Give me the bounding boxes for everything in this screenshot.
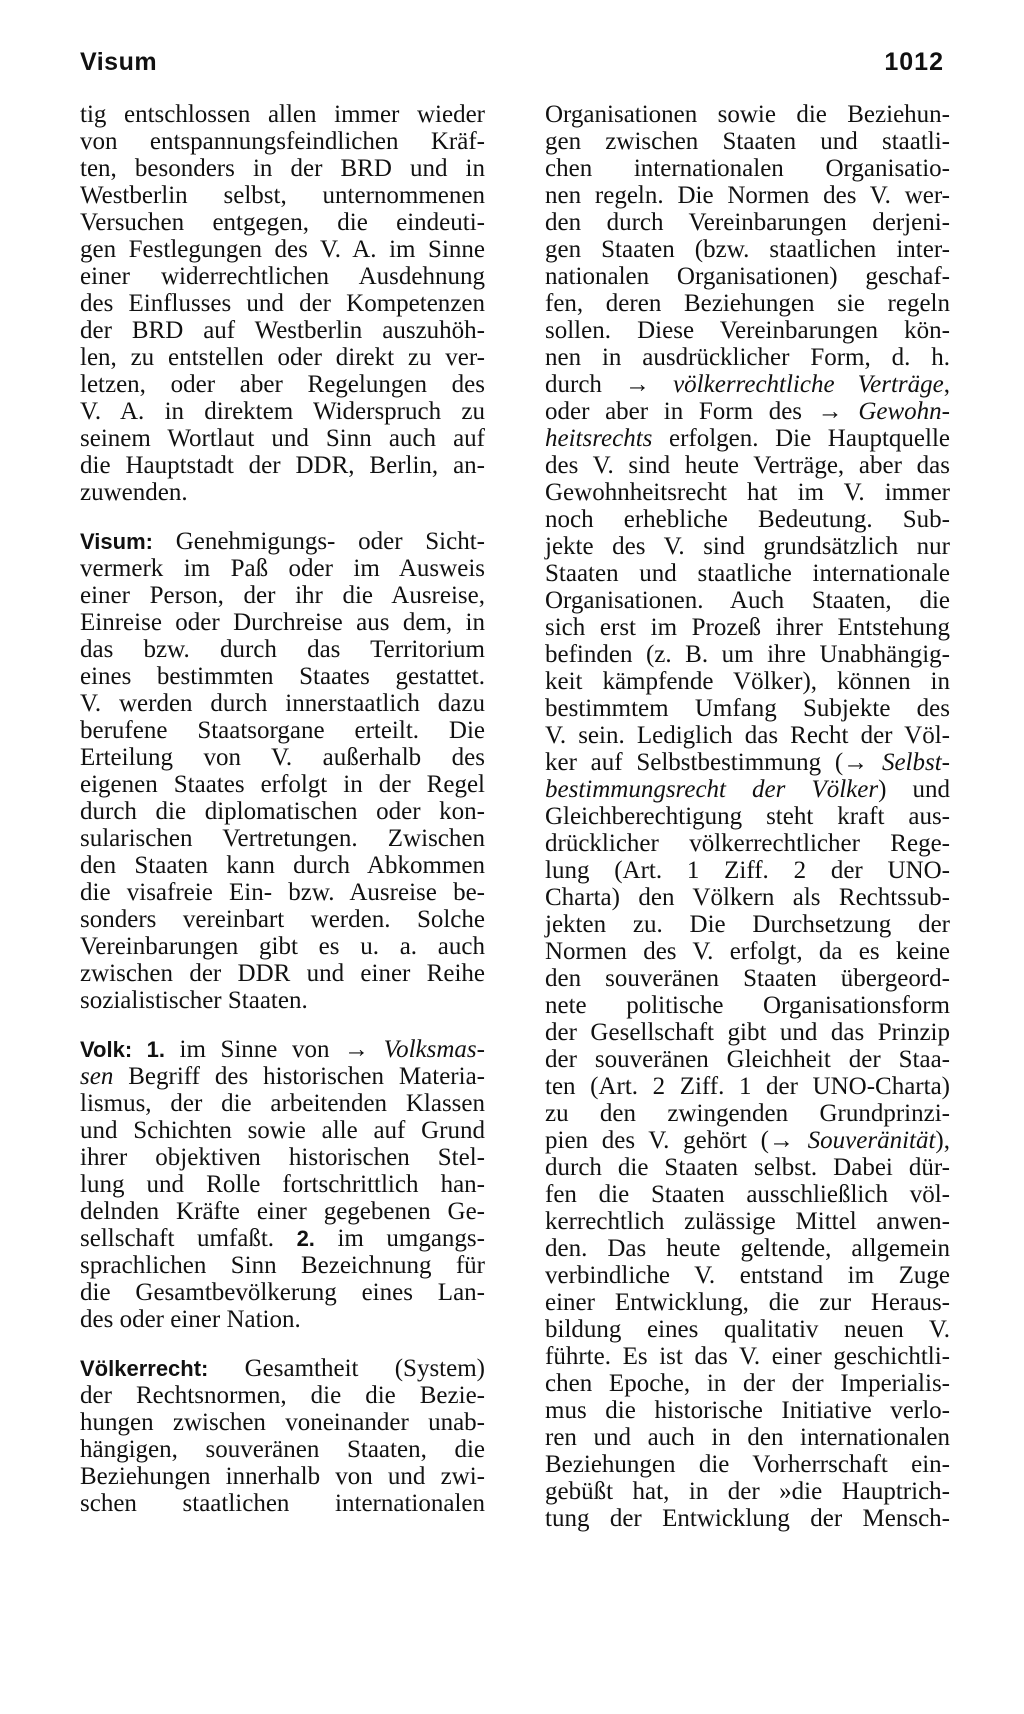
text-line: Erteilung von V. außerhalb des bbox=[80, 744, 485, 771]
entry-term: Visum: bbox=[80, 529, 153, 554]
text-line: verbindliche V. entstand im Zuge bbox=[545, 1262, 950, 1289]
text-line: tig entschlossen allen immer wieder bbox=[80, 101, 485, 128]
text-line: Westberlin selbst, unternommenen bbox=[80, 182, 485, 209]
text-line: zuwenden. bbox=[80, 479, 188, 506]
page-number: 1012 bbox=[884, 48, 944, 76]
text-line: der BRD auf Westberlin auszuhöh- bbox=[80, 317, 485, 344]
text-fragment: Gesamtheit (System) bbox=[208, 1355, 485, 1382]
text-line: bildung eines qualitativ neuen V. bbox=[545, 1316, 950, 1343]
text-line: ihrer objektiven historischen Stel- bbox=[80, 1144, 485, 1171]
text-line: das bzw. durch das Territorium bbox=[80, 636, 485, 663]
text-line: kerrechtlich zulässige Mittel anwen- bbox=[545, 1208, 950, 1235]
text-line: gebüßt hat, in der »die Hauptrich- bbox=[545, 1478, 950, 1505]
text-line: delnden Kräfte einer gegebenen Ge- bbox=[80, 1198, 485, 1225]
text-line: nen in ausdrücklicher Form, d. h. bbox=[545, 344, 950, 371]
text-line: der souveränen Gleichheit der Staa- bbox=[545, 1046, 950, 1073]
text-line: sollen. Diese Vereinbarungen kön- bbox=[545, 317, 950, 344]
text-line: durch die diplomatischen oder kon- bbox=[80, 798, 485, 825]
text-fragment: im Sinne von → bbox=[164, 1036, 384, 1063]
text-line: Charta) den Völkern als Rechtssub- bbox=[545, 884, 950, 911]
sense-number: 1. bbox=[132, 1037, 165, 1062]
text-line: durch die Staaten selbst. Dabei dür- bbox=[545, 1154, 950, 1181]
text-line: sprachlichen Sinn Bezeichnung für bbox=[80, 1252, 485, 1279]
cross-reference-link[interactable]: bestimmungsrecht der Völker bbox=[545, 776, 879, 803]
text-line: der Rechtsnormen, die die Bezie- bbox=[80, 1382, 485, 1409]
cross-reference-link[interactable]: sen bbox=[80, 1063, 114, 1090]
cross-reference-link[interactable]: Souveränität bbox=[807, 1127, 936, 1154]
text-line: Organisationen. Auch Staaten, die bbox=[545, 587, 950, 614]
text-line: die Hauptstadt der DDR, Berlin, an- bbox=[80, 452, 485, 479]
text-line bbox=[80, 1355, 485, 1382]
text-line: einer widerrechtlichen Ausdehnung bbox=[80, 263, 485, 290]
cross-reference-link[interactable]: Selbst- bbox=[881, 749, 950, 776]
text-line: mus die historische Initiative verlo- bbox=[545, 1397, 950, 1424]
text-line: fen, deren Beziehungen sie regeln bbox=[545, 290, 950, 317]
text-line: schen staatlichen internationalen bbox=[80, 1490, 485, 1517]
text-line: gen Staaten (bzw. staatlichen inter- bbox=[545, 236, 950, 263]
text-fragment: ) und bbox=[878, 776, 950, 803]
left-column bbox=[80, 101, 485, 1517]
text-fragment: pien des V. gehört (→ bbox=[545, 1127, 808, 1154]
text-line: fen die Staaten ausschließlich völ- bbox=[545, 1181, 950, 1208]
text-line: berufene Staatsorgane erteilt. Die bbox=[80, 717, 485, 744]
text-fragment: durch → bbox=[545, 371, 674, 398]
text-line bbox=[80, 1063, 485, 1090]
text-line: jekte des V. sind grundsätzlich nur bbox=[545, 533, 950, 560]
text-line: ten (Art. 2 Ziff. 1 der UNO-Charta) bbox=[545, 1073, 950, 1100]
text-line: und Schichten sowie alle auf Grund bbox=[80, 1117, 485, 1144]
text-line bbox=[80, 528, 485, 555]
text-line: zwischen der DDR und einer Reihe bbox=[80, 960, 485, 987]
text-line: chen Epoche, in der der Imperialis- bbox=[545, 1370, 950, 1397]
text-fragment: Genehmigungs- oder Sicht- bbox=[152, 528, 485, 555]
text-line bbox=[545, 749, 950, 776]
text-line: V. sein. Lediglich das Recht der Völ- bbox=[545, 722, 950, 749]
text-line: einer Person, der ihr die Ausreise, bbox=[80, 582, 485, 609]
cross-reference-link[interactable]: völkerrechtliche Verträge bbox=[673, 371, 944, 398]
text-line: tung der Entwicklung der Mensch- bbox=[545, 1505, 950, 1532]
text-line: letzen, oder aber Regelungen des bbox=[80, 371, 485, 398]
text-line bbox=[545, 425, 950, 452]
text-line bbox=[545, 371, 950, 398]
text-line: Normen des V. erfolgt, da es keine bbox=[545, 938, 950, 965]
text-line: sularischen Vertretungen. Zwischen bbox=[80, 825, 485, 852]
text-line bbox=[545, 776, 950, 803]
text-line: len, zu entstellen oder direkt zu ver- bbox=[80, 344, 485, 371]
text-line: die visafreie Ein- bzw. Ausreise be- bbox=[80, 879, 485, 906]
entry-voelkerrecht bbox=[80, 1355, 485, 1517]
text-fragment: oder aber in Form des → bbox=[545, 398, 859, 425]
text-line: der Gesellschaft gibt und das Prinzip bbox=[545, 1019, 950, 1046]
text-line: Beziehungen die Vorherrschaft ein- bbox=[545, 1451, 950, 1478]
text-line: Versuchen entgegen, die eindeuti- bbox=[80, 209, 485, 236]
text-line: Organisationen sowie die Beziehun- bbox=[545, 101, 950, 128]
text-fragment: ), bbox=[935, 1127, 950, 1154]
continued-entry bbox=[80, 101, 485, 506]
text-line: sonders vereinbart werden. Solche bbox=[80, 906, 485, 933]
text-line: des Einflusses und der Kompetenzen bbox=[80, 290, 485, 317]
text-line: noch erhebliche Bedeutung. Sub- bbox=[545, 506, 950, 533]
text-line: führte. Es ist das V. einer geschichtli- bbox=[545, 1343, 950, 1370]
entry-term: Volk: bbox=[80, 1037, 133, 1062]
text-fragment: sellschaft umfaßt. bbox=[80, 1225, 297, 1252]
text-line: des V. sind heute Verträge, aber das bbox=[545, 452, 950, 479]
text-line: Vereinbarungen gibt es u. a. auch bbox=[80, 933, 485, 960]
text-line: zu den zwingenden Grundprinzi- bbox=[545, 1100, 950, 1127]
text-line: lismus, der die arbeitenden Klassen bbox=[80, 1090, 485, 1117]
text-fragment: ker auf Selbstbestimmung (→ bbox=[545, 749, 882, 776]
running-headword: Visum bbox=[80, 48, 158, 76]
cross-reference-link[interactable]: Volksmas- bbox=[383, 1036, 485, 1063]
text-line: lung (Art. 1 Ziff. 2 der UNO- bbox=[545, 857, 950, 884]
text-fragment: , bbox=[943, 371, 950, 398]
text-fragment: erfolgen. Die Hauptquelle bbox=[652, 425, 950, 452]
text-line: Gewohnheitsrecht hat im V. immer bbox=[545, 479, 950, 506]
text-line: eigenen Staates erfolgt in der Regel bbox=[80, 771, 485, 798]
text-fragment: im umgangs- bbox=[314, 1225, 485, 1252]
text-line: Beziehungen innerhalb von und zwi- bbox=[80, 1463, 485, 1490]
text-line: chen internationalen Organisatio- bbox=[545, 155, 950, 182]
text-line: nationalen Organisationen) geschaf- bbox=[545, 263, 950, 290]
text-line: Staaten und staatliche internationale bbox=[545, 560, 950, 587]
entry-volk bbox=[80, 1036, 485, 1333]
right-column bbox=[545, 101, 950, 1532]
page-header bbox=[80, 48, 944, 88]
text-line: befinden (z. B. um ihre Unabhängig- bbox=[545, 641, 950, 668]
text-line: vermerk im Paß oder im Ausweis bbox=[80, 555, 485, 582]
text-line: die Gesamtbevölkerung eines Lan- bbox=[80, 1279, 485, 1306]
entry-visum bbox=[80, 528, 485, 1014]
text-line: sozialistischer Staaten. bbox=[80, 987, 308, 1014]
text-line: den souveränen Staaten übergeord- bbox=[545, 965, 950, 992]
text-line: seinem Wortlaut und Sinn auch auf bbox=[80, 425, 485, 452]
text-line bbox=[80, 1225, 485, 1252]
text-line: keit kämpfende Völker), können in bbox=[545, 668, 950, 695]
cross-reference-link[interactable]: Gewohn- bbox=[858, 398, 950, 425]
text-line: Einreise oder Durchreise aus dem, in bbox=[80, 609, 485, 636]
text-line: von entspannungsfeindlichen Kräf- bbox=[80, 128, 485, 155]
text-line: lung und Rolle fortschrittlich han- bbox=[80, 1171, 485, 1198]
text-line: hungen zwischen voneinander unab- bbox=[80, 1409, 485, 1436]
text-line: hängigen, souveränen Staaten, die bbox=[80, 1436, 485, 1463]
text-line bbox=[80, 1036, 485, 1063]
text-line: gen zwischen Staaten und staatli- bbox=[545, 128, 950, 155]
text-line: gen Festlegungen des V. A. im Sinne bbox=[80, 236, 485, 263]
text-line: jekten zu. Die Durchsetzung der bbox=[545, 911, 950, 938]
text-line: den. Das heute geltende, allgemein bbox=[545, 1235, 950, 1262]
text-line: eines bestimmten Staates gestattet. bbox=[80, 663, 485, 690]
text-line: den Staaten kann durch Abkommen bbox=[80, 852, 485, 879]
text-fragment: Begriff des historischen Materia- bbox=[113, 1063, 485, 1090]
text-line: bestimmtem Umfang Subjekte des bbox=[545, 695, 950, 722]
text-line: nen regeln. Die Normen des V. wer- bbox=[545, 182, 950, 209]
text-line: einer Entwicklung, die zur Heraus- bbox=[545, 1289, 950, 1316]
text-line: nete politische Organisationsform bbox=[545, 992, 950, 1019]
text-line bbox=[545, 1127, 950, 1154]
text-line: den durch Vereinbarungen derjeni- bbox=[545, 209, 950, 236]
text-line bbox=[545, 398, 950, 425]
entry-term: Völkerrecht: bbox=[80, 1356, 209, 1381]
cross-reference-link[interactable]: heitsrechts bbox=[545, 425, 653, 452]
text-line: V. A. in direktem Widerspruch zu bbox=[80, 398, 485, 425]
text-line: Gleichberechtigung steht kraft aus- bbox=[545, 803, 950, 830]
text-line: sich erst im Prozeß ihrer Entstehung bbox=[545, 614, 950, 641]
sense-number: 2. bbox=[296, 1226, 315, 1251]
text-line: des oder einer Nation. bbox=[80, 1306, 301, 1333]
text-line: V. werden durch innerstaatlich dazu bbox=[80, 690, 485, 717]
text-line: ten, besonders in der BRD und in bbox=[80, 155, 485, 182]
text-line: drücklicher völkerrechtlicher Rege- bbox=[545, 830, 950, 857]
text-line: ren und auch in den internationalen bbox=[545, 1424, 950, 1451]
